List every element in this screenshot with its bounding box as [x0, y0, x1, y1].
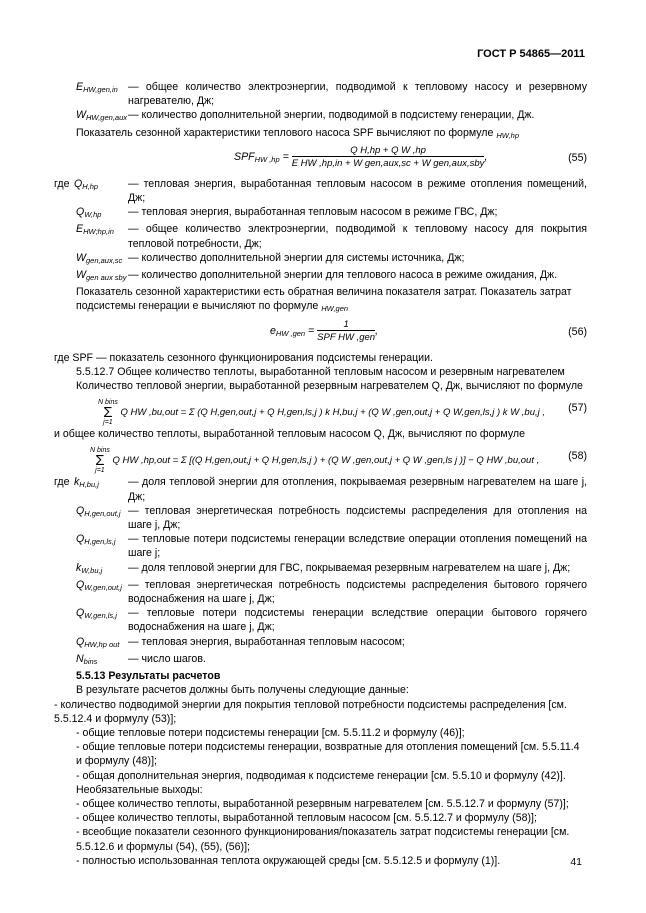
formula-58: N bins Σ j=1 Q HW ,hp,out = Σ [(Q H,gen,out,j + Q H,gen,ls,j ) + (Q W ,gen,out,j + Q W ,gen,ls j )] − Q HW ,bu,out , (58): [90, 447, 587, 475]
paragraph: Показатель сезонной характеристики теплового насоса SPF вычисляют по формуле $_{HW,hp}$: [76, 126, 519, 140]
sum-symbol: N bins Σ j=1: [98, 399, 118, 427]
paragraph: 5.5.12.7 Общее количество теплоты, выработанной тепловым насосом и резервным нагревателем: [76, 365, 565, 378]
formula-number: (56): [568, 325, 587, 338]
list-item: - общие тепловые потери подсистемы генерации [см. 5.5.11.2 и формулу (46)];: [76, 726, 465, 739]
sum-symbol: N bins Σ j=1: [90, 447, 110, 475]
definition-row: [54, 561, 587, 578]
definition-text: — количество дополнительной энергии для теплового насоса в режиме ожидания, Дж.: [128, 269, 558, 282]
definition-text: — количество дополнительной энергии для системы источника, Дж;: [128, 251, 465, 264]
symbol: $Q_{HW,hp out}$: [76, 635, 120, 649]
symbol: $W_{HW,gen,aux}$: [76, 109, 127, 123]
definition-row: [54, 504, 587, 532]
symbol: $k_{H,bu,j}$: [74, 476, 99, 490]
definition-row: [54, 606, 587, 634]
definition-row: [54, 652, 587, 669]
definition-row: [54, 268, 587, 285]
symbol: $Q_{H,hp}$: [74, 177, 99, 191]
definition-text: — тепловая энергия, выработанная тепловым насосом;: [128, 635, 405, 648]
definition-text: — тепловая энергия, выработанная тепловым насосом в режиме ГВС, Дж;: [128, 206, 498, 219]
symbol: $N_{bins}$: [76, 652, 98, 666]
fraction-denominator: E HW ,hp,in + W gen,aux,sc + W gen,aux,sby: [291, 157, 485, 169]
fraction-numerator: 1: [317, 319, 375, 331]
symbol: $E_{HW,gen,in}$: [76, 81, 118, 94]
paragraph: Показатель сезонной характеристики есть обратная величина показателя затрат. Показатель затрат подсистемы генерации e вычисляют по формуле $_{HW,gen}$: [76, 286, 572, 314]
where-label: где: [54, 177, 70, 190]
list-item: - полностью использованная теплота окружающей среды [см. 5.5.12.5 и формулу (1)].: [76, 854, 501, 867]
paragraph: В результате расчетов должны быть получены следующие данные:: [76, 684, 409, 697]
page-number: 41: [570, 856, 582, 868]
definition-row: [54, 222, 587, 250]
formula-number: (58): [568, 450, 587, 463]
definition-row: [54, 635, 587, 652]
symbol: $W_{gen,aux,sc}$: [76, 251, 123, 265]
symbol: $Q_{W,gen,out,j}$: [76, 578, 122, 592]
definition-text: — тепловые потери подсистемы генерации вследствие операции отопления помещений на шаге j;: [128, 533, 587, 560]
list-item: - общее количество теплоты, выработанной тепловым насосом [см. 5.5.12.7 и формулу (58)];: [76, 812, 537, 825]
paragraph: и общее количество теплоты, выработанной тепловым насосом Q, Дж, вычисляют по формуле: [54, 428, 525, 441]
list-item: - общее количество теплоты, выработанной резервным нагревателем [см. 5.5.12.7 и формулу (57)];: [76, 797, 569, 810]
definition-text: — доля тепловой энергии для отопления, покрываемая резервным нагревателем на шаге j, Дж;: [128, 476, 587, 503]
standard-header: ГОСТ Р 54865—2011: [477, 48, 585, 60]
list-item: - всеобщие показатели сезонного функционирования/показатель затрат подсистемы генерации [см. 5.5.12.6 и формулы (54), (55), (56)];: [76, 826, 570, 853]
section-heading: 5.5.13 Результаты расчетов: [76, 670, 221, 683]
symbol: $E_{HW;hp,in}$: [76, 223, 114, 237]
paragraph: где SPF — показатель сезонного функционирования подсистемы генерации.: [54, 351, 433, 364]
definition-row: [54, 80, 587, 108]
symbol: $Q_{H,gen,out,j}$: [76, 504, 121, 518]
symbol: $Q_{H,gen,ls,j}$: [76, 533, 116, 547]
definition-text: — тепловая энергетическая потребность подсистемы распределения бытового горячего водоснабжения на шаге j, Дж;: [128, 578, 587, 606]
definition-row: [54, 205, 587, 222]
definition-text: — количество дополнительной энергии, подводимой в подсистему генерации, Дж.: [128, 109, 535, 122]
symbol: $Q_{W,hp}$: [76, 206, 102, 220]
definition-row: [54, 578, 587, 606]
definition-text: — доля тепловой энергии для ГВС, покрываемая резервным нагревателем на шаге j, Дж;: [128, 561, 571, 574]
definition-row: [54, 475, 587, 503]
definition-row: [54, 108, 587, 125]
symbol: $W_{gen aux sby}$: [76, 269, 127, 283]
where-label: где: [54, 476, 70, 489]
symbol: $Q_{W,gen,ls,j}$: [76, 607, 117, 621]
definition-text: — число шагов.: [128, 652, 206, 665]
formula-55: $SPF_{HW ,hp}$ = $\frac{\text{Q H,hp + Q W ,hp}}{\text{E HW ,hp,in + W gen,aux,sc + W gen,aux,sby}}$ , (55): [234, 144, 587, 169]
list-item: - общая дополнительная энергия, подводимая к подсистеме генерации [см. 5.5.10 и формулу (42)].: [76, 769, 566, 782]
list-item: - общие тепловые потери подсистемы генерации, возвратные для отопления помещений [см. 5.5.11.4 и формулу (48)];: [76, 741, 580, 768]
definition-row: [54, 177, 587, 205]
formula-number: (57): [568, 402, 587, 415]
subscript: HW,gen: [321, 304, 349, 314]
symbol: $k_{W,bu,j}$: [76, 561, 103, 575]
subscript: HW,hp: [496, 130, 519, 140]
list-item: - количество подводимой энергии для покрытия тепловой потребности подсистемы распределения [см. 5.5.12.4 и формулу (53)];: [54, 698, 567, 725]
formula-number: (55): [568, 151, 587, 164]
definition-text: — общее количество электроэнергии, подводимой к тепловому насосу для покрытия тепловой потребности, Дж;: [128, 223, 587, 250]
paragraph: Необязательные выходы:: [76, 783, 203, 796]
document-body: [54, 80, 587, 868]
definition-text: — тепловая энергия, выработанная тепловым насосом в режиме отопления помещений, Дж;: [128, 177, 587, 205]
formula-57: N bins Σ j=1 Q HW ,bu,out = Σ (Q H,gen,out,j + Q H,gen,ls,j ) k H,bu,j + (Q W ,gen,out,j + Q W,gen,ls,j ) k W ,bu,j , (57): [98, 399, 587, 427]
paragraph: Количество тепловой энергии, выработанной резервным нагревателем Q, Дж, вычисляют по формуле: [76, 380, 583, 393]
fraction-denominator: SPF HW ,gen: [317, 331, 376, 343]
definition-text: — тепловые потери подсистемы генерации вследствие операции бытового горячего водоснабжения на шаге j, Дж;: [128, 607, 587, 634]
definition-text: — тепловая энергетическая потребность подсистемы распределения для отопления на шаге j, Дж;: [128, 504, 587, 532]
definition-row: [54, 532, 587, 560]
fraction-numerator: Q H,hp + Q W ,hp: [292, 145, 485, 157]
formula-56: $e_{HW ,gen}$ = $\frac{1}{\text{SPF HW ,gen}}$ , (56): [270, 318, 587, 343]
definition-row: [54, 251, 587, 268]
definition-text: — общее количество электроэнергии, подводимой к тепловому насосу и резервному нагревателю, Дж;: [128, 81, 587, 108]
